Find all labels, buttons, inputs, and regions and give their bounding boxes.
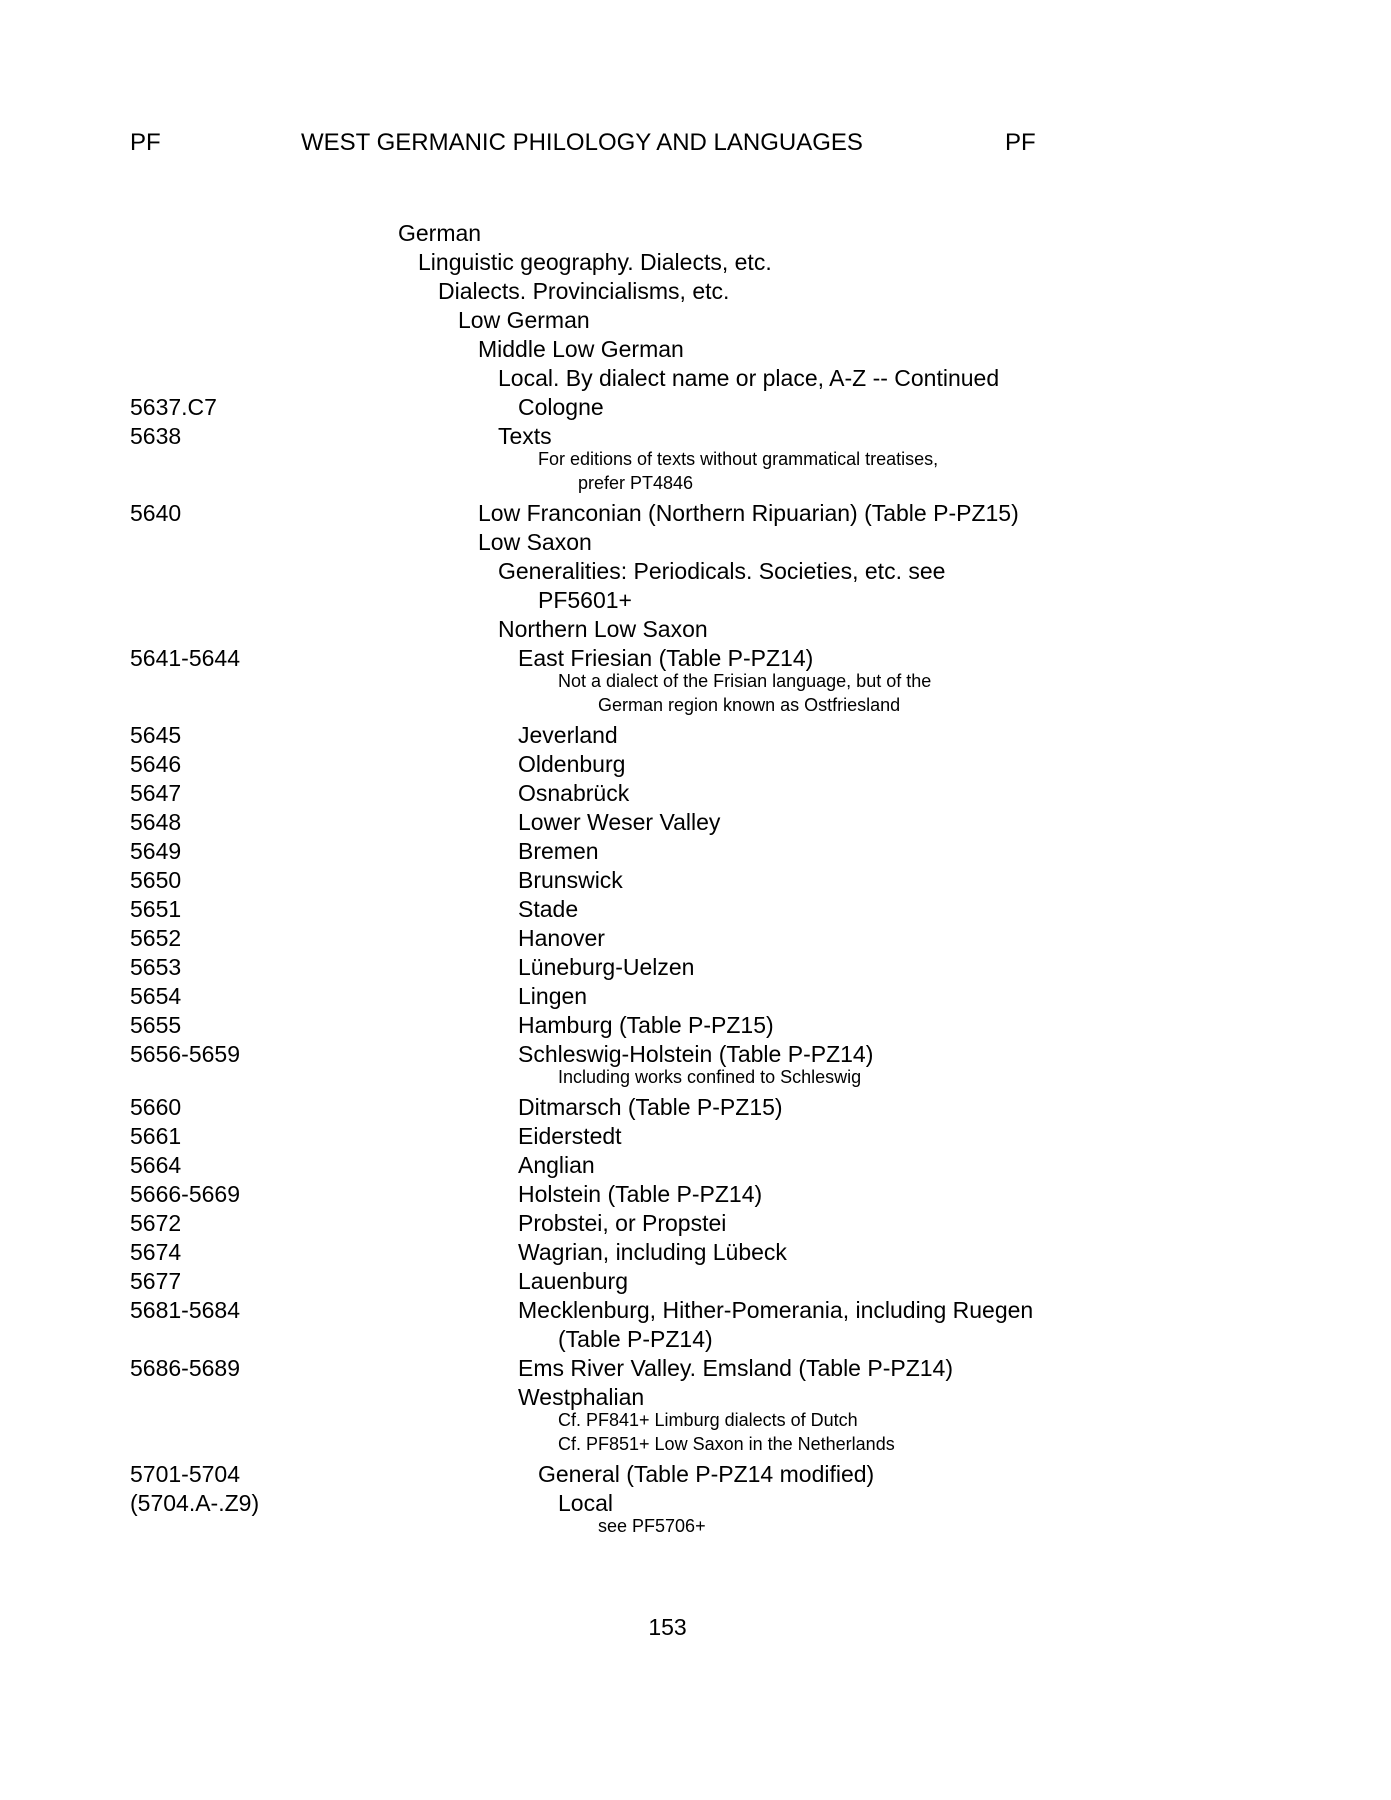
- class-number: 5661: [130, 1123, 182, 1149]
- class-number: 5645: [130, 722, 182, 748]
- class-number: 5646: [130, 751, 182, 777]
- header-class-right: PF: [1005, 129, 1036, 156]
- schedule-row: [0, 1516, 1391, 1537]
- class-number: 5650: [130, 867, 182, 893]
- schedule-row: [0, 558, 1391, 585]
- entry-caption: Schleswig-Holstein (Table P-PZ14): [518, 1041, 874, 1067]
- entry-caption: Jeverland: [518, 722, 618, 748]
- schedule-row: [0, 1181, 1391, 1208]
- schedule-row: [0, 1268, 1391, 1295]
- class-number: 5640: [130, 500, 182, 526]
- entry-caption: Lower Weser Valley: [518, 809, 721, 835]
- entry-caption: Lauenburg: [518, 1268, 628, 1294]
- schedule-row: [0, 1094, 1391, 1121]
- entry-caption: Anglian: [518, 1152, 595, 1178]
- schedule-row: [0, 1297, 1391, 1324]
- entry-caption: German region known as Ostfriesland: [598, 695, 901, 715]
- schedule-row: [0, 751, 1391, 778]
- schedule-row: [0, 896, 1391, 923]
- schedule-row: [0, 645, 1391, 672]
- entry-caption: Cf. PF851+ Low Saxon in the Netherlands: [558, 1434, 895, 1454]
- class-number: 5648: [130, 809, 182, 835]
- schedule-row: [0, 809, 1391, 836]
- schedule-row: [0, 954, 1391, 981]
- schedule-row: [0, 500, 1391, 527]
- schedule-row: [0, 1384, 1391, 1411]
- schedule-row: [0, 780, 1391, 807]
- entry-caption: Lüneburg-Uelzen: [518, 954, 695, 980]
- schedule-row: [0, 722, 1391, 749]
- schedule-row: [0, 1490, 1391, 1517]
- schedule-row: [0, 1434, 1391, 1455]
- entry-caption: Brunswick: [518, 867, 623, 893]
- entry-caption: Local: [558, 1490, 613, 1516]
- class-number: 5654: [130, 983, 182, 1009]
- entry-caption: Generalities: Periodicals. Societies, etc. see: [498, 558, 946, 584]
- class-number: 5666-5669: [130, 1181, 240, 1207]
- schedule-row: [0, 671, 1391, 692]
- class-number: 5638: [130, 423, 182, 449]
- entry-caption: Osnabrück: [518, 780, 630, 806]
- class-number: 5664: [130, 1152, 182, 1178]
- class-number: 5655: [130, 1012, 182, 1038]
- entry-caption: Westphalian: [518, 1384, 645, 1410]
- entry-caption: Not a dialect of the Frisian language, but of the: [558, 671, 932, 691]
- entry-caption: Hamburg (Table P-PZ15): [518, 1012, 774, 1038]
- class-number: 5637.C7: [130, 394, 217, 420]
- entry-caption: Texts: [498, 423, 552, 449]
- schedule-row: [0, 1410, 1391, 1431]
- entry-caption: Cf. PF841+ Limburg dialects of Dutch: [558, 1410, 858, 1430]
- schedule-row: [0, 529, 1391, 556]
- header-class-left: PF: [130, 129, 161, 156]
- class-number: 5656-5659: [130, 1041, 240, 1067]
- entry-caption: Northern Low Saxon: [498, 616, 708, 642]
- entry-caption: Dialects. Provincialisms, etc.: [438, 278, 730, 304]
- schedule-row: [0, 1041, 1391, 1068]
- class-number: 5672: [130, 1210, 182, 1236]
- schedule-row: [0, 1239, 1391, 1266]
- schedule-row: [0, 1067, 1391, 1088]
- entry-caption: General (Table P-PZ14 modified): [538, 1461, 875, 1487]
- entry-caption: prefer PT4846: [578, 473, 694, 493]
- schedule-row: [0, 1326, 1391, 1353]
- class-number: 5677: [130, 1268, 182, 1294]
- class-number: 5701-5704: [130, 1461, 240, 1487]
- class-number: 5681-5684: [130, 1297, 240, 1323]
- entry-caption: For editions of texts without grammatical treatises,: [538, 449, 939, 469]
- entry-caption: Low Saxon: [478, 529, 592, 555]
- entry-caption: Eiderstedt: [518, 1123, 622, 1149]
- class-number: 5653: [130, 954, 182, 980]
- class-number: 5652: [130, 925, 182, 951]
- class-number: 5647: [130, 780, 182, 806]
- entry-caption: Ems River Valley. Emsland (Table P-PZ14): [518, 1355, 954, 1381]
- entry-caption: Cologne: [518, 394, 604, 420]
- schedule-row: [0, 278, 1391, 305]
- entry-caption: Middle Low German: [478, 336, 684, 362]
- entry-caption: Oldenburg: [518, 751, 626, 777]
- schedule-row: [0, 587, 1391, 614]
- class-number: 5674: [130, 1239, 182, 1265]
- entry-caption: Low Franconian (Northern Ripuarian) (Table P-PZ15): [478, 500, 1019, 526]
- entry-caption: Local. By dialect name or place, A-Z -- Continued: [498, 365, 1000, 391]
- schedule-row: [0, 473, 1391, 494]
- class-number: 5649: [130, 838, 182, 864]
- schedule-row: [0, 1210, 1391, 1237]
- entry-caption: Wagrian, including Lübeck: [518, 1239, 787, 1265]
- schedule-row: [0, 1355, 1391, 1382]
- schedule-row: [0, 220, 1391, 247]
- entry-caption: Probstei, or Propstei: [518, 1210, 727, 1236]
- schedule-row: [0, 867, 1391, 894]
- schedule-row: [0, 394, 1391, 421]
- class-number: 5641-5644: [130, 645, 240, 671]
- schedule-row: [0, 695, 1391, 716]
- class-number: (5704.A-.Z9): [130, 1490, 260, 1516]
- entry-caption: East Friesian (Table P-PZ14): [518, 645, 814, 671]
- entry-caption: German: [398, 220, 482, 246]
- class-number: 5686-5689: [130, 1355, 240, 1381]
- entry-caption: see PF5706+: [598, 1516, 706, 1536]
- schedule-row: [0, 838, 1391, 865]
- schedule-row: [0, 1123, 1391, 1150]
- schedule-row: [0, 249, 1391, 276]
- entry-caption: Hanover: [518, 925, 605, 951]
- entry-caption: Bremen: [518, 838, 599, 864]
- schedule-row: [0, 1012, 1391, 1039]
- schedule-row: [0, 1461, 1391, 1488]
- entry-caption: Stade: [518, 896, 579, 922]
- schedule-row: [0, 336, 1391, 363]
- entry-caption: Holstein (Table P-PZ14): [518, 1181, 763, 1207]
- class-number: 5660: [130, 1094, 182, 1120]
- schedule-row: [0, 307, 1391, 334]
- entry-caption: Lingen: [518, 983, 588, 1009]
- schedule-row: [0, 983, 1391, 1010]
- entry-caption: Ditmarsch (Table P-PZ15): [518, 1094, 783, 1120]
- schedule-row: [0, 449, 1391, 470]
- entry-caption: Mecklenburg, Hither-Pomerania, including Ruegen: [518, 1297, 1034, 1323]
- entry-caption: (Table P-PZ14): [558, 1326, 713, 1352]
- entry-caption: PF5601+: [538, 587, 632, 613]
- entry-caption: Linguistic geography. Dialects, etc.: [418, 249, 772, 275]
- entry-caption: Including works confined to Schleswig: [558, 1067, 862, 1087]
- page-number: 153: [648, 1614, 687, 1640]
- schedule-row: [0, 925, 1391, 952]
- schedule-row: [0, 616, 1391, 643]
- schedule-row: [0, 423, 1391, 450]
- entry-caption: Low German: [458, 307, 590, 333]
- schedule-row: [0, 1152, 1391, 1179]
- header-title: WEST GERMANIC PHILOLOGY AND LANGUAGES: [301, 129, 863, 156]
- schedule-row: [0, 365, 1391, 392]
- class-number: 5651: [130, 896, 182, 922]
